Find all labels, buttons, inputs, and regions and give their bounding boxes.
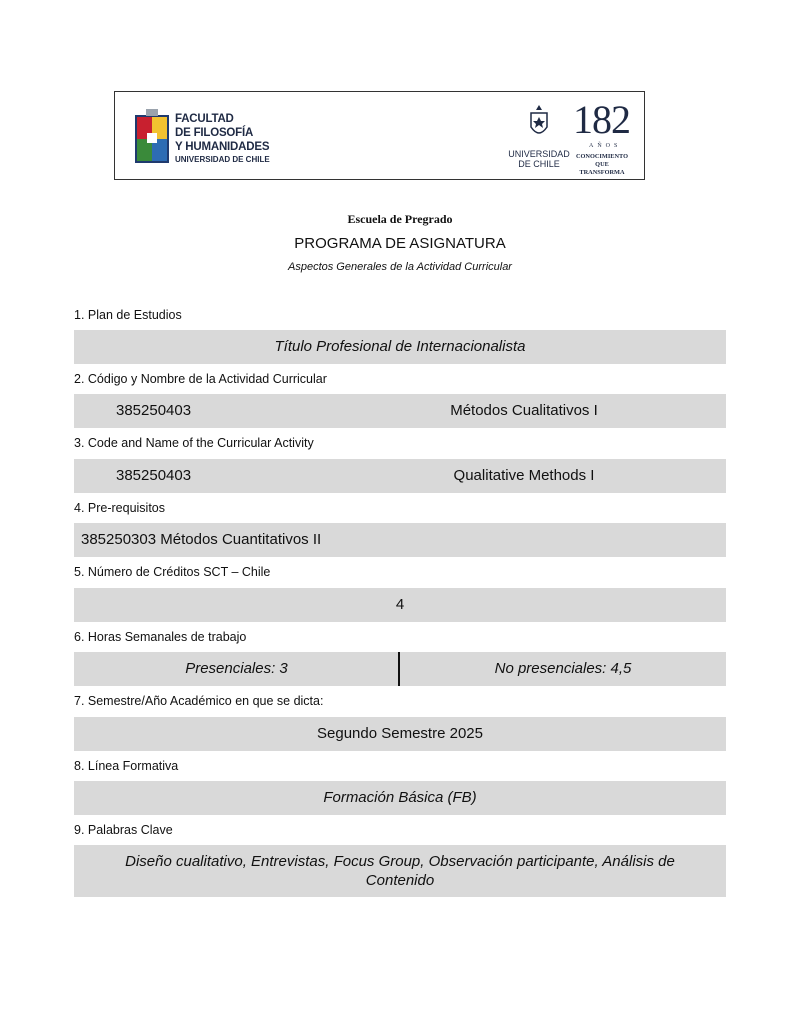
section-label-plan: 1. Plan de Estudios [74,308,182,322]
section-label-prereq: 4. Pre-requisitos [74,501,166,515]
section-label-palabras: 9. Palabras Clave [74,823,173,837]
section-value-codigo [74,394,726,428]
university-name: UNIVERSIDAD DE CHILE [508,149,570,169]
faculty-name: FACULTAD DE FILOSOFÍA Y HUMANIDADES UNIVERSIDAD DE CHILE [175,113,270,164]
course-code: 385250403 [116,402,192,419]
university-emblem-icon [528,105,550,139]
course-name: Métodos Cualitativos I [450,402,598,419]
section-value-linea: Formación Básica (FB) [74,781,726,815]
keywords-line-2: Contenido [365,872,435,889]
course-name-en: Qualitative Methods I [453,467,595,484]
section-label-creditos: 5. Número de Créditos SCT – Chile [74,565,271,579]
course-code-en: 385250403 [116,467,192,484]
section-value-semestre: Segundo Semestre 2025 [74,717,726,751]
anniversary-number: 182 [573,97,630,142]
anniversary-years: AÑOS [589,143,622,149]
hours-presenciales: Presenciales: 3 [185,660,288,677]
anniversary-motto: CONOCIMIENTO QUE TRANSFORMA [575,153,628,176]
keywords-line-1: Diseño cualitativo, Entrevistas, Focus Group, Observación participante, Análisis de [125,853,675,870]
document-subtitle: Aspectos Generales de la Actividad Curricular [288,261,512,273]
section-label-codigo: 2. Código y Nombre de la Actividad Curricular [74,372,327,386]
section-label-semestre: 7. Semestre/Año Académico en que se dicta: [74,694,324,708]
section-label-linea: 8. Línea Formativa [74,759,179,773]
section-value-plan: Título Profesional de Internacionalista [74,330,726,364]
section-value-palabras [74,845,726,897]
header-logo-box [114,91,645,180]
hours-no-presenciales: No presenciales: 4,5 [494,660,632,677]
document-title: PROGRAMA DE ASIGNATURA [294,235,506,252]
section-value-prereq: 385250303 Métodos Cuantitativos II [74,523,726,557]
section-label-code-en: 3. Code and Name of the Curricular Activity [74,436,314,450]
section-value-creditos: 4 [74,588,726,622]
section-label-horas: 6. Horas Semanales de trabajo [74,630,247,644]
section-value-code-en [74,459,726,493]
section-value-horas [74,652,726,686]
school-title: Escuela de Pregrado [347,212,453,226]
faculty-shield-icon [135,109,169,163]
